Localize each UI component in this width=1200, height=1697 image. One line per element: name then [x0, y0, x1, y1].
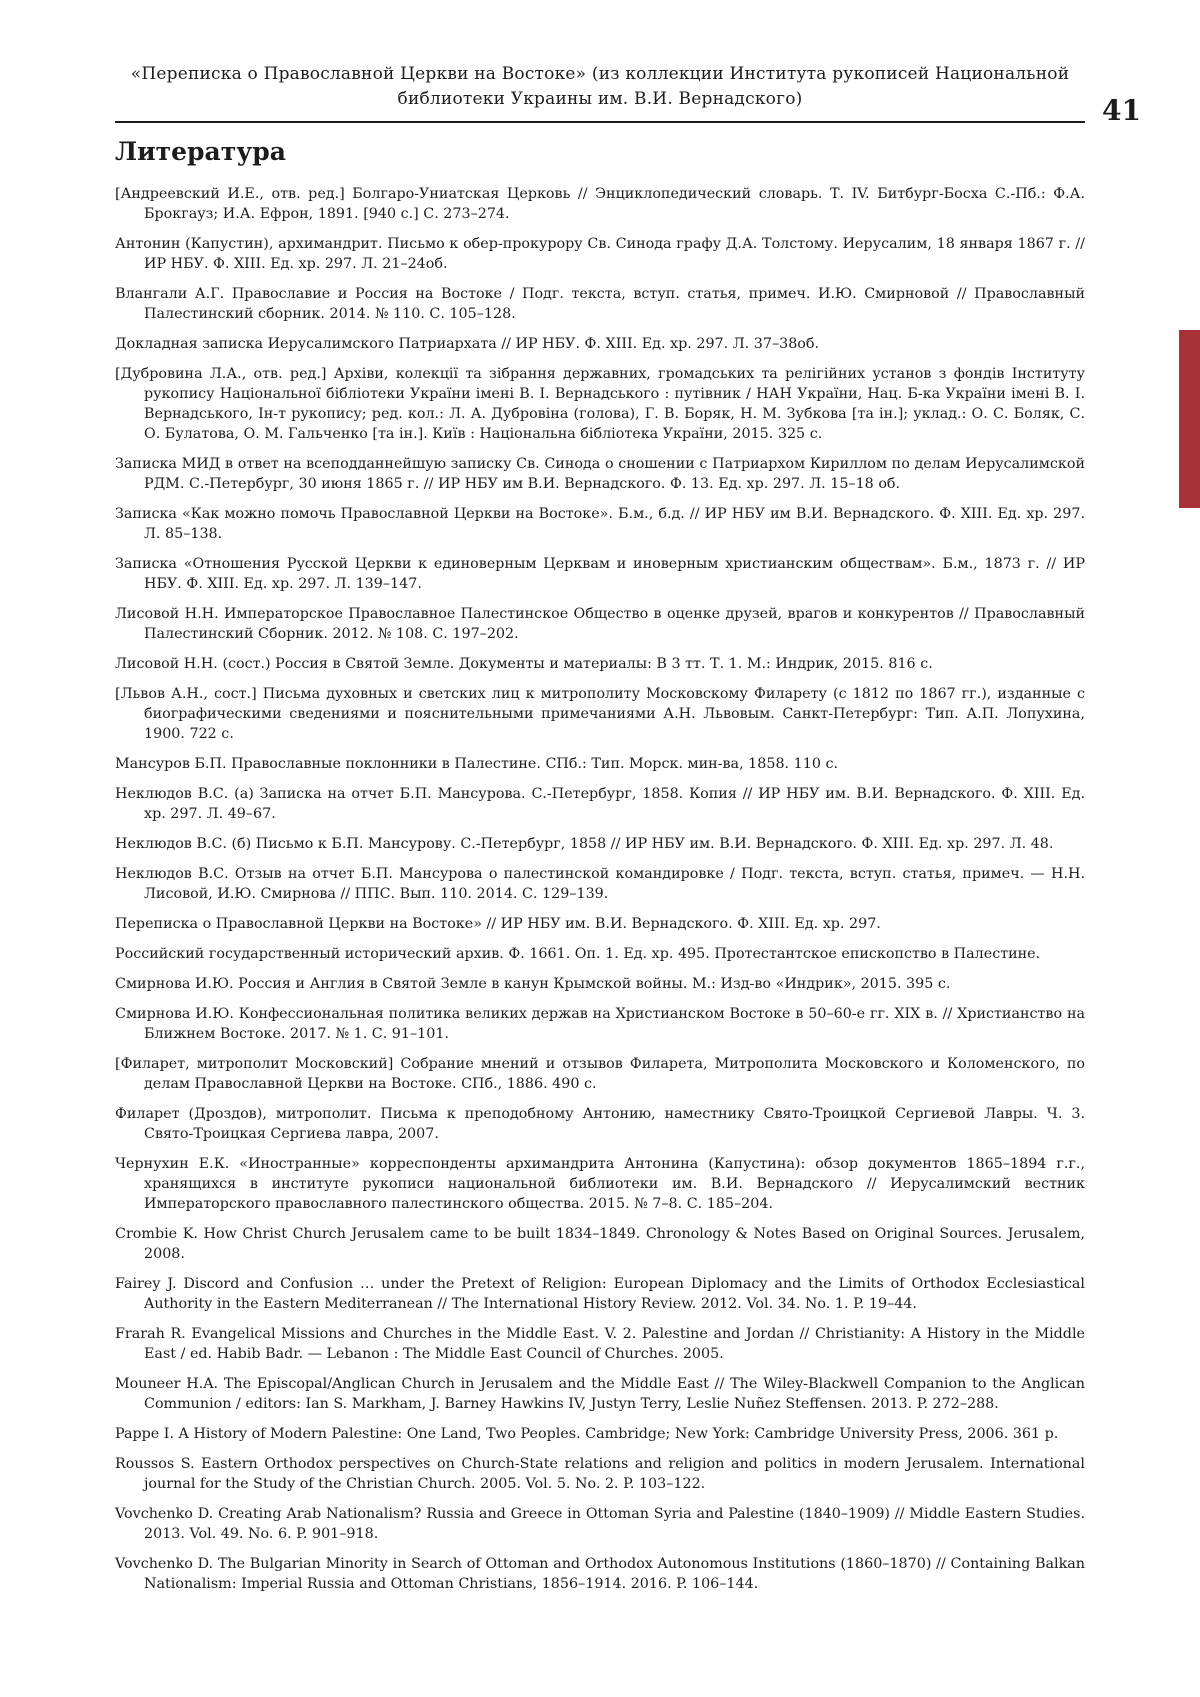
- reference-entry: Смирнова И.Ю. Россия и Англия в Святой Земле в канун Крымской войны. М.: Изд-во «Индрик», 2015. 395 с.: [115, 976, 951, 992]
- reference-entry: Влангали А.Г. Православие и Россия на Востоке / Подг. текста, вступ. статья, примеч. И.Ю. Смирновой // Православный Палестинский сборник. 2014. № 110. С. 105–128.: [115, 286, 1085, 322]
- reference-entry: Записка «Как можно помочь Православной Церкви на Востоке». Б.м., б.д. // ИР НБУ им В.И. Вернадского. Ф. XIII. Ед. хр. 297. Л. 85–138.: [115, 506, 1085, 542]
- reference-entry: Неклюдов В.С. (а) Записка на отчет Б.П. Мансурова. С.-Петербург, 1858. Копия // ИР НБУ им. В.И. Вернадского. Ф. XIII. Ед. хр. 297. Л. 49–67.: [115, 786, 1085, 822]
- reference-entry: Записка «Отношения Русской Церкви к единоверным Церквам и иноверным христианским обществам». Б.м., 1873 г. // ИР НБУ. Ф. XIII. Ед. хр. 297. Л. 139–147.: [115, 556, 1085, 592]
- reference-entry: Докладная записка Иерусалимского Патриархата // ИР НБУ. Ф. XIII. Ед. хр. 297. Л. 37–38об.: [115, 336, 820, 352]
- reference-entry: Антонин (Капустин), архимандрит. Письмо к обер-прокурору Св. Синода графу Д.А. Толстому. Иерусалим, 18 января 1867 г. // ИР НБУ. Ф. XIII. Ед. хр. 297. Л. 21–24об.: [115, 236, 1085, 272]
- reference-entry: Неклюдов В.С. Отзыв на отчет Б.П. Мансурова о палестинской командировке / Подг. текста, вступ. статья, примеч. — Н.Н. Лисовой, И.Ю. Смирнова // ППС. Вып. 110. 2014. С. 129–139.: [115, 866, 1085, 902]
- page-number: 41: [1102, 94, 1141, 127]
- header-rule: [115, 121, 1085, 123]
- reference-entry: Vovchenko D. Creating Arab Nationalism? Russia and Greece in Ottoman Syria and Palestine (1840–1909) // Middle Eastern Studies. 2013. Vol. 49. No. 6. P. 901–918.: [115, 1506, 1085, 1542]
- reference-entry: Записка МИД в ответ на всеподданнейшую записку Св. Синода о сношении с Патриархом Кириллом по делам Иерусалимской РДМ. С.-Петербург, 30 июня 1865 г. // ИР НБУ им В.И. Вернадского. Ф. 13. Ед. хр. 297. Л. 15–18 об.: [115, 456, 1085, 492]
- running-header: «Переписка о Православной Церкви на Востоке» (из коллекции Института рукописей Национальной библиотеки Украины им. В.И. Вернадского): [130, 64, 1070, 109]
- reference-entry: Frarah R. Evangelical Missions and Churches in the Middle East. V. 2. Palestine and Jordan // Christianity: A History in the Middle East / ed. Habib Badr. — Lebanon : The Middle East Council of Churches. 2005.: [115, 1326, 1085, 1362]
- reference-entry: Чернухин Е.К. «Иностранные» корреспонденты архимандрита Антонина (Капустина): обзор документов 1865–1894 г.г., хранящихся в институте рукописи национальной библиотеки им. В.И. Вернадского // Иерусалимский вестник Императорского православного палестинского общества. 2015. № 7–8. С. 185–204.: [115, 1156, 1085, 1212]
- reference-entry: Pappe I. A History of Modern Palestine: One Land, Two Peoples. Cambridge; New York: Cambridge University Press, 2006. 361 p.: [115, 1426, 1059, 1442]
- reference-entry: Российский государственный исторический архив. Ф. 1661. Оп. 1. Ед. хр. 495. Протестантское епископство в Палестине.: [115, 946, 1041, 962]
- reference-entry: Лисовой Н.Н. (сост.) Россия в Святой Земле. Документы и материалы: В 3 тт. Т. 1. М.: Индрик, 2015. 816 с.: [115, 656, 933, 672]
- reference-entry: Vovchenko D. The Bulgarian Minority in Search of Ottoman and Orthodox Autonomous Institutions (1860–1870) // Containing Balkan Nationalism: Imperial Russia and Ottoman Christians, 1856–1914. 2016. P. 106–144.: [115, 1556, 1085, 1592]
- reference-entry: [Филарет, митрополит Московский] Собрание мнений и отзывов Филарета, Митрополита Московского и Коломенского, по делам Православной Церкви на Востоке. СПб., 1886. 490 с.: [115, 1056, 1085, 1092]
- reference-entry: Переписка о Православной Церкви на Востоке» // ИР НБУ им. В.И. Вернадского. Ф. XIII. Ед. хр. 297.: [115, 916, 881, 932]
- reference-entry: [Дубровина Л.А., отв. ред.] Архіви, колекції та зібрання державних, громадських та релігійних установ з фондів Інституту рукопису Національної бібліотеки України імені В. І. Вернадського : путівник / НАН України, Нац. Б-ка України імені В. І. Вернадського, Ін-т рукопису; ред. кол.: Л. А. Дубровіна (голова), Г. В. Боряк, Н. М. Зубкова [та ін.]; уклад.: О. С. Боляк, С. О. Булатова, О. М. Гальченко [та ін.]. Київ : Національна бібліотека України, 2015. 325 с.: [115, 366, 1085, 442]
- reference-entry: Mouneer H.A. The Episcopal/Anglican Church in Jerusalem and the Middle East // The Wiley-Blackwell Companion to the Anglican Communion / editors: Ian S. Markham, J. Barney Hawkins IV, Justyn Terry, Leslie Nuñez Steffensen. 2013. P. 272–288.: [115, 1376, 1085, 1412]
- reference-entry: Неклюдов В.С. (б) Письмо к Б.П. Мансурову. С.-Петербург, 1858 // ИР НБУ им. В.И. Вернадского. Ф. XIII. Ед. хр. 297. Л. 48.: [115, 836, 1054, 852]
- reference-entry: [Андреевский И.Е., отв. ред.] Болгаро-Униатская Церковь // Энциклопедический словарь. Т. IV. Битбург-Босха С.-Пб.: Ф.А. Брокгауз; И.А. Ефрон, 1891. [940 с.] С. 273–274.: [115, 186, 1085, 222]
- reference-entry: [Львов А.Н., сост.] Письма духовных и светских лиц к митрополиту Московскому Филарету (с 1812 по 1867 гг.), изданные с биографическими сведениями и пояснительными примечаниями А.Н. Львовым. Санкт-Петербург: Тип. А.П. Лопухина, 1900. 722 с.: [115, 686, 1085, 742]
- reference-entry: Crombie K. How Christ Church Jerusalem came to be built 1834–1849. Chronology & Notes Based on Original Sources. Jerusalem, 2008.: [115, 1226, 1085, 1262]
- reference-entry: Мансуров Б.П. Православные поклонники в Палестине. СПб.: Тип. Морск. мин-ва, 1858. 110 с.: [115, 756, 839, 772]
- reference-entry: Смирнова И.Ю. Конфессиональная политика великих держав на Христианском Востоке в 50–60-е гг. XIX в. // Христианство на Ближнем Востоке. 2017. № 1. С. 91–101.: [115, 1006, 1085, 1042]
- reference-list: [115, 184, 1085, 1604]
- reference-entry: Лисовой Н.Н. Императорское Православное Палестинское Общество в оценке друзей, врагов и конкурентов // Православный Палестинский Сборник. 2012. № 108. С. 197–202.: [115, 606, 1085, 642]
- chapter-side-tab: [1179, 330, 1200, 508]
- reference-entry: Филарет (Дроздов), митрополит. Письма к преподобному Антонию, наместнику Свято-Троицкой Сергиевой Лавры. Ч. 3. Свято-Троицкая Сергиева лавра, 2007.: [115, 1106, 1085, 1142]
- reference-entry: Roussos S. Eastern Orthodox perspectives on Church-State relations and religion and politics in modern Jerusalem. International journal for the Study of the Christian Church. 2005. Vol. 5. No. 2. P. 103–122.: [115, 1456, 1085, 1492]
- section-title: Литература: [115, 137, 286, 166]
- reference-entry: Fairey J. Discord and Confusion … under the Pretext of Religion: European Diplomacy and the Limits of Orthodox Ecclesiastical Authority in the Eastern Mediterranean // The International History Review. 2012. Vol. 34. No. 1. P. 19–44.: [115, 1276, 1085, 1312]
